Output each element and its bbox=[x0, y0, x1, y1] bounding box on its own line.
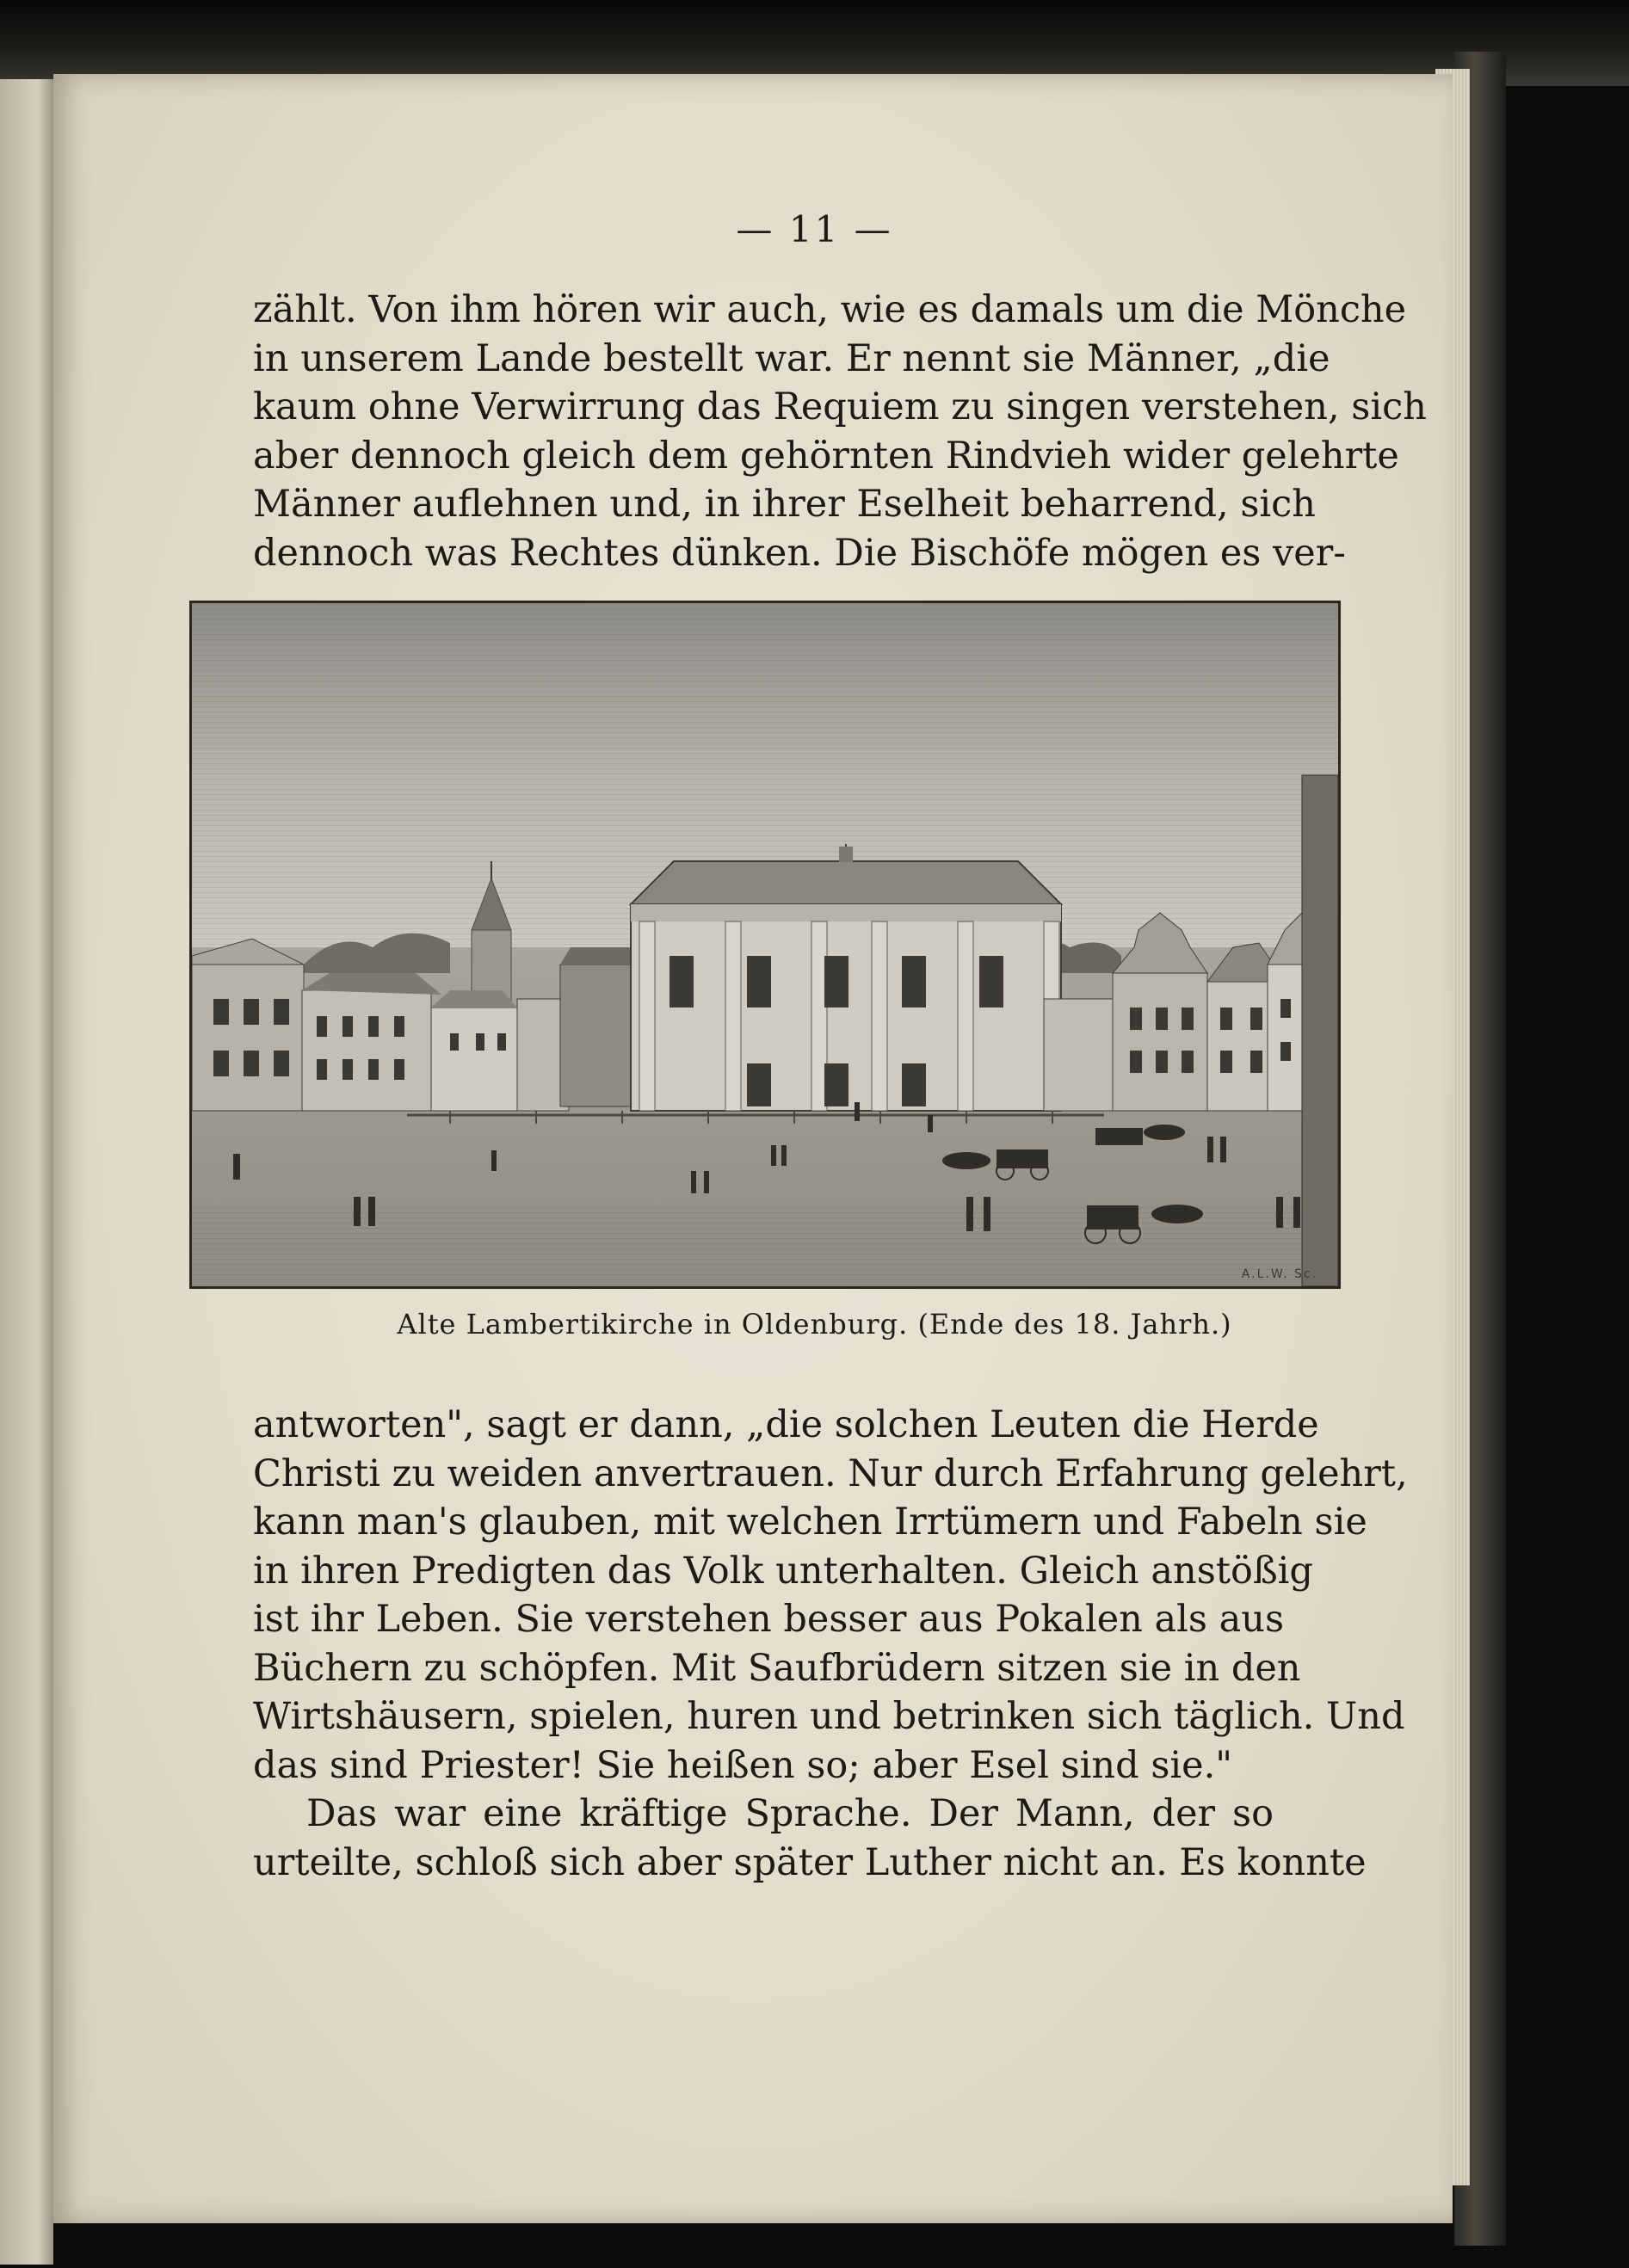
text-line: Männer auflehnen und, in ihrer Eselheit beharrend, sich bbox=[253, 483, 1316, 526]
text-line: dennoch was Rechtes dünken. Die Bischöfe mögen es ver- bbox=[253, 531, 1346, 575]
paragraph-top bbox=[253, 286, 1427, 577]
text-line: ist ihr Leben. Sie verstehen besser aus Pokalen als aus bbox=[253, 1598, 1285, 1641]
text-line: aber dennoch gleich dem gehörnten Rindvieh wider gelehrte bbox=[253, 434, 1399, 478]
page-number: — 11 — bbox=[736, 208, 893, 250]
text-line: kaum ohne Verwirrung das Requiem zu singen verstehen, sich bbox=[253, 385, 1427, 428]
book-cover-edge bbox=[0, 0, 1629, 86]
figure-caption: Alte Lambertikirche in Oldenburg. (Ende des 18. Jahrh.) bbox=[397, 1308, 1232, 1340]
text-line: Christi zu weiden anvertrauen. Nur durch Erfahrung gelehrt, bbox=[253, 1451, 1408, 1495]
text-line: urteilte, schloß sich aber später Luther nicht an. Es konnte bbox=[253, 1840, 1367, 1884]
engraver-signature: A.L.W. Sc. bbox=[1241, 1267, 1317, 1281]
illustration-lambertikirche bbox=[189, 601, 1341, 1289]
facing-page-edge bbox=[0, 79, 53, 2265]
engraving-image bbox=[192, 603, 1338, 1286]
text-line: Büchern zu schöpfen. Mit Saufbrüdern sitzen sie in den bbox=[253, 1646, 1301, 1690]
lambertikirche-building bbox=[631, 844, 1061, 1111]
text-line: das sind Priester! Sie heißen so; aber Esel sind sie." bbox=[253, 1743, 1233, 1787]
text-line: in ihren Predigten das Volk unterhalten. Gleich anstößig bbox=[253, 1549, 1313, 1593]
church-annex bbox=[560, 965, 638, 1106]
text-line: in unserem Lande bestellt war. Er nennt sie Männer, „die bbox=[253, 336, 1330, 380]
text-line: zählt. Von ihm hören wir auch, wie es damals um die Mönche bbox=[253, 288, 1407, 331]
text-line: antworten", sagt er dann, „die solchen Leuten die Herde bbox=[253, 1403, 1319, 1446]
text-line: Wirtshäusern, spielen, huren und betrinken sich täglich. Und bbox=[253, 1695, 1405, 1738]
text-line: Das war eine kräftige Sprache. Der Mann, der so bbox=[306, 1792, 1274, 1835]
text-line: kann man's glauben, mit welchen Irrtümern und Fabeln sie bbox=[253, 1501, 1367, 1544]
paragraph-bottom bbox=[253, 1401, 1408, 1887]
